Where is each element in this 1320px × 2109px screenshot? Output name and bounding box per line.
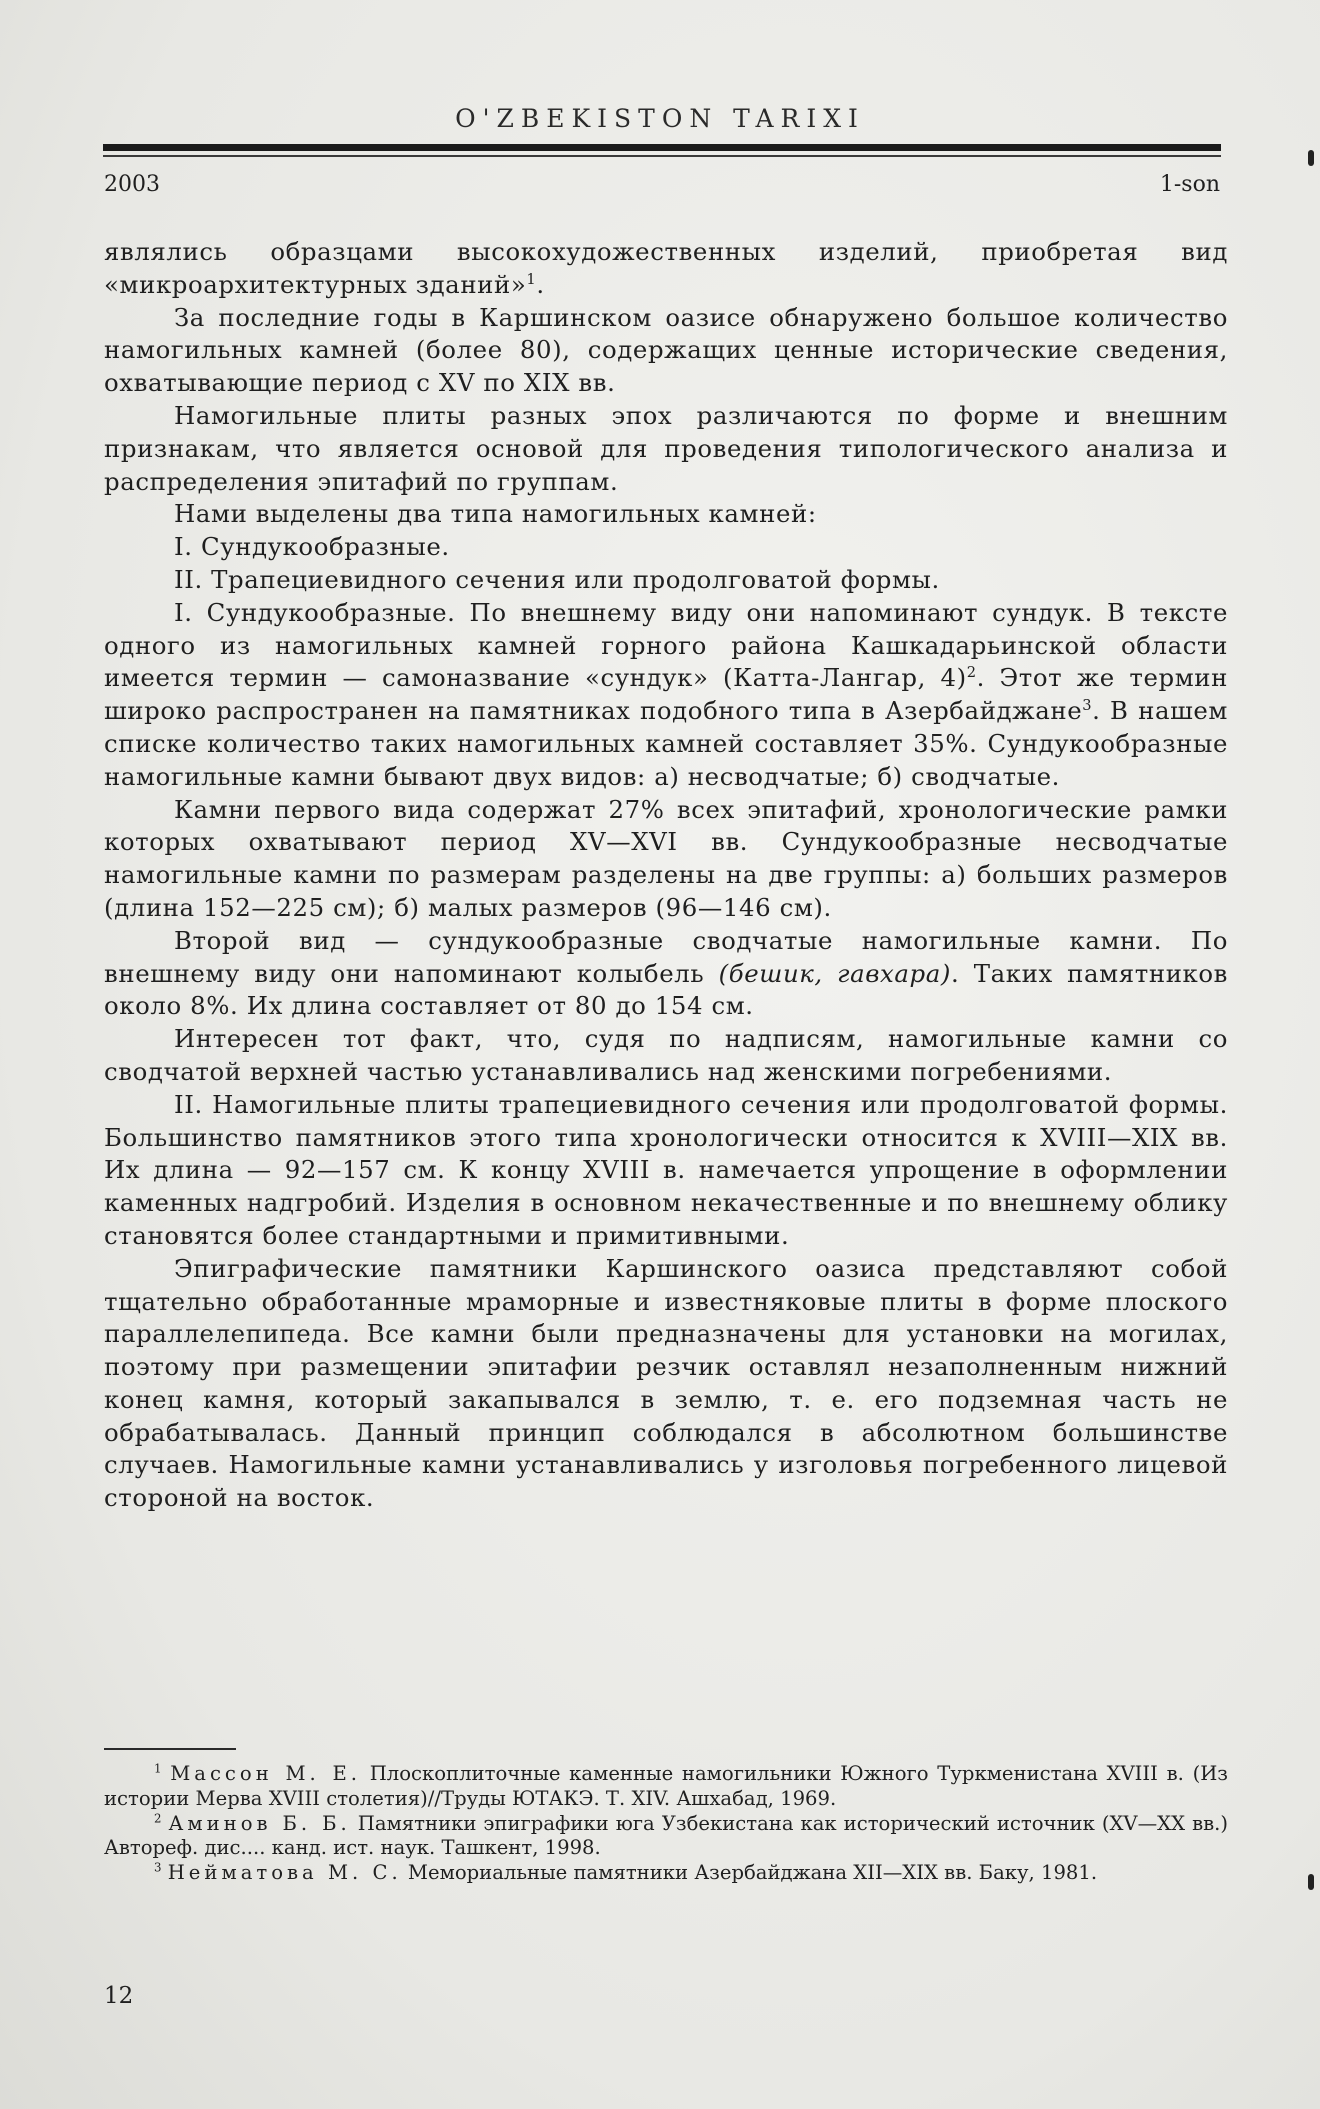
body-paragraph: [104, 925, 1228, 1023]
text-segment: . В нашем списке количество таких намогильных камней составляет 35%. Сундукообразные намогильные камни бывают двух видов: а) несводчатые; б) сводчатые.: [104, 696, 1228, 791]
body-paragraph: [104, 302, 1228, 400]
journal-title: O'ZBEKISTON TARIXI: [455, 104, 865, 133]
italic-term: (бешик, гавхара): [718, 958, 951, 988]
footnotes: [104, 1762, 1228, 1886]
page-number: 12: [104, 1983, 134, 2009]
text-segment: являлись образцами высокохудожественных изделий, приобретая вид «микроархитектурных зданий»: [104, 237, 1228, 299]
body-paragraph: [104, 564, 1228, 597]
header-rule-thin: [103, 155, 1221, 157]
footnote-number: 2: [154, 1811, 162, 1826]
body-paragraph: [104, 400, 1228, 498]
body-paragraph: [104, 1023, 1228, 1089]
text-segment: Нами выделены два типа намогильных камней:: [174, 499, 817, 529]
text-segment: Намогильные плиты разных эпох различаются по форме и внешним признакам, что является основой для проведения типологического анализа и распределения эпитафий по группам.: [104, 400, 1228, 496]
issue-year: 2003: [104, 172, 160, 197]
body-paragraph: [104, 794, 1228, 925]
text-segment: . Таких памятников около 8%. Их длина составляет от 80 до 154 см.: [104, 958, 1229, 1021]
body-paragraph: [104, 1089, 1228, 1253]
footnote-number: 1: [154, 1761, 162, 1776]
text-segment: Интересен тот факт, что, судя по надписям, намогильные камни со сводчатой верхней частью устанавливались над женскими погребениями.: [104, 1024, 1228, 1086]
footnote-text: Мемориальные памятники Азербайджана XII—XIX вв. Баку, 1981.: [401, 1861, 1098, 1885]
text-segment: За последние годы в Каршинском оазисе обнаружено большое количество намогильных камней (более 80), содержащих ценные исторические сведения, охватывающие период с XV по XIX вв.: [104, 302, 1228, 398]
issue-number: 1-son: [1159, 172, 1220, 197]
footnote: [104, 1762, 1228, 1812]
text-segment: .: [536, 269, 545, 299]
footnote-reference: 2: [966, 664, 977, 682]
footnote-text: Плоскоплиточные каменные намогильники Южного Туркменистана XVIII в. (Из истории Мерва XVIII столетия)//Труды ЮТАКЭ. Т. XIV. Ашхабад, 1969.: [104, 1762, 1228, 1810]
text-segment: Второй вид — сундукообразные сводчатые намогильные камни. По внешнему виду они напоминают колыбель: [104, 925, 1228, 988]
body-paragraph: [104, 597, 1228, 794]
text-segment: . Этот же термин широко распространен на памятниках подобного типа в Азербайджане: [104, 663, 1228, 726]
text-segment: I. Сундукообразные. По внешнему виду они напоминают сундук. В тексте одного из намогильных камней горного района Кашкадарьинской области имеется термин — самоназвание «сундук» (Катта-Лангар, 4): [104, 597, 1228, 693]
footnote: [104, 1861, 1228, 1886]
footnote-text: Памятники эпиграфики юга Узбекистана как исторический источник (XV—XX вв.) Автореф. дис.... канд. ист. наук. Ташкент, 1998.: [104, 1811, 1229, 1860]
article-body: [104, 236, 1228, 1515]
footnote: [104, 1812, 1228, 1862]
footnote-author: Нейматова М. С.: [167, 1861, 402, 1885]
scan-mark: [1308, 1874, 1314, 1890]
scan-mark: [1308, 150, 1314, 166]
footnote-reference: 3: [1082, 697, 1093, 715]
text-segment: Эпиграфические памятники Каршинского оазиса представляют собой тщательно обработанные мраморные и известняковые плиты в форме плоского параллелепипеда. Все камни были предназначены для установки на могилах, поэтому при размещении эпитафии резчик оставлял незаполненным нижний конец камня, который закапывался в землю, т. е. его подземная часть не обрабатывалась. Данный принцип соблюдался в абсолютном большинстве случаев. Намогильные камни устанавливались у изголовья погребенного лицевой стороной на восток.: [104, 1253, 1228, 1513]
body-paragraph: [104, 531, 1228, 564]
text-segment: II. Трапециевидного сечения или продолговатой формы.: [174, 564, 940, 594]
body-paragraph: [104, 1253, 1228, 1515]
footnote-separator: [104, 1748, 236, 1750]
body-paragraph: [104, 236, 1228, 302]
footnote-reference: 1: [526, 270, 537, 288]
text-segment: I. Сундукообразные.: [174, 532, 450, 562]
header-rule-thick: [103, 144, 1221, 151]
footnote-author: Массон М. Е.: [170, 1762, 361, 1785]
text-segment: Камни первого вида содержат 27% всех эпитафий, хронологические рамки которых охватывают период XV—XVI вв. Сундукообразные несводчатые намогильные камни по размерам разделены на две группы: а) больших размеров (длина 152—225 см); б) малых размеров (96—146 см).: [104, 794, 1228, 922]
footnote-author: Аминов Б. Б.: [168, 1811, 351, 1835]
footnote-number: 3: [154, 1860, 162, 1875]
body-paragraph: [104, 498, 1228, 531]
text-segment: II. Намогильные плиты трапециевидного сечения или продолговатой формы. Большинство памятников этого типа хронологически относится к XVIII—XIX вв. Их длина — 92—157 см. К концу XVIII в. намечается упрощение в оформлении каменных надгробий. Изделия в основном некачественные и по внешнему облику становятся более стандартными и примитивными.: [104, 1089, 1228, 1250]
